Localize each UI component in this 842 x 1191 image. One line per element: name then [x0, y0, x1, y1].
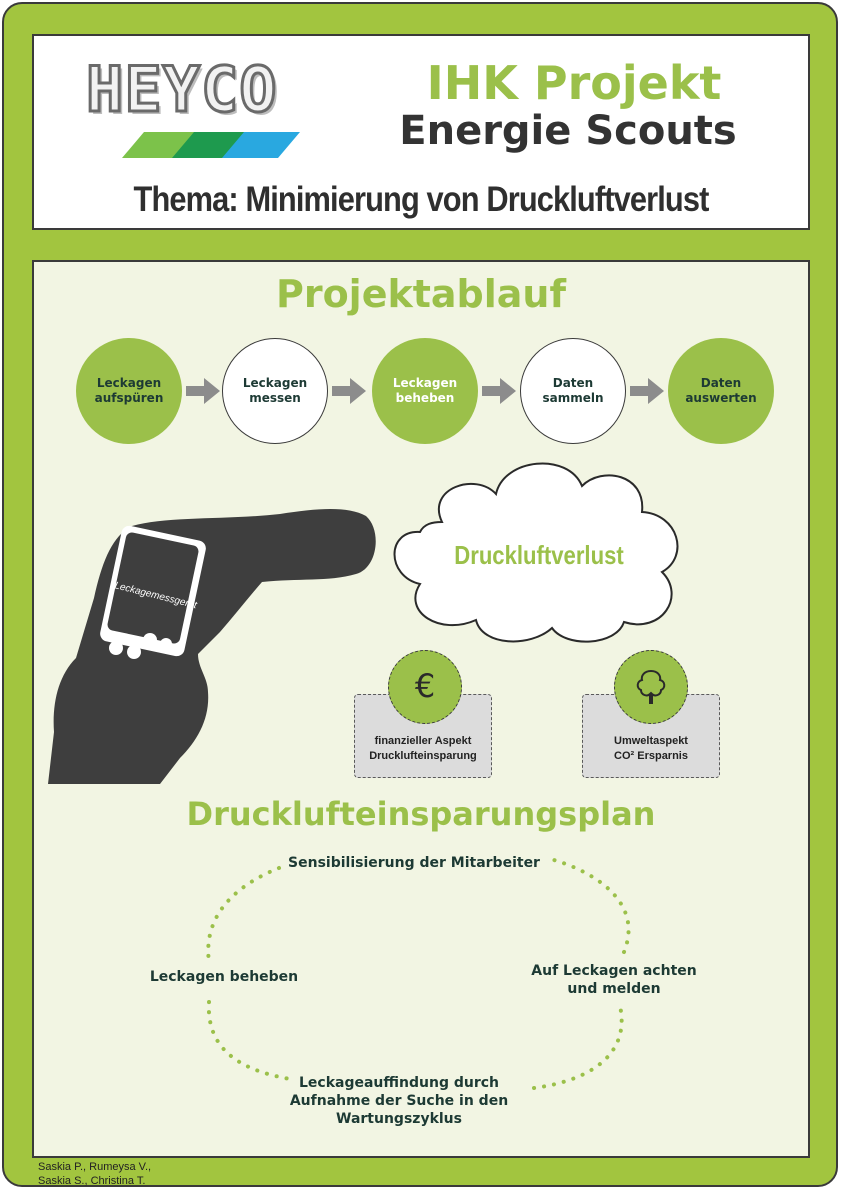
svg-text:€: € [414, 667, 436, 705]
device-label: Leckagemessgerät [113, 580, 198, 612]
project-title: IHK Projekt [426, 56, 722, 110]
main-panel [32, 260, 810, 1158]
plan-item-leckagen-beheben: Leckagen beheben [149, 969, 299, 985]
step-leckagen-beheben: Leckagen beheben [372, 338, 478, 444]
step-leckagen-messen: Leckagen messen [222, 338, 328, 444]
cycle-dotted-ring [34, 262, 808, 1156]
step-daten-sammeln: Daten sammeln [520, 338, 626, 444]
credits: Saskia P., Rumeysa V., Saskia S., Christina T. [38, 1161, 152, 1187]
plan-item-leckagen-melden: Auf Leckagen achten und melden [531, 963, 697, 997]
header-panel [32, 34, 810, 230]
logo-stripes-icon [120, 130, 302, 160]
theme-heading: Thema: Minimierung von Druckluftverlust [133, 180, 709, 219]
project-subtitle: Energie Scouts [399, 108, 737, 154]
environment-aspect-label: Umweltaspekt CO² Ersparnis [614, 735, 688, 762]
plan-item-leckageauffindung: Leckageauffindung durch Aufnahme der Suche in den Wartungszyklus [289, 1075, 509, 1127]
financial-aspect-label: finanzieller Aspekt Drucklufteinsparung [369, 735, 477, 762]
step-leckagen-aufspueren: Leckagen aufspüren [76, 338, 182, 444]
plan-item-sensibilisierung: Sensibilisierung der Mitarbeiter [288, 855, 540, 871]
step-daten-auswerten: Daten auswerten [668, 338, 774, 444]
cloud-label: Druckluftverlust [454, 540, 624, 570]
plan-heading: Drucklufteinsparungsplan [186, 795, 656, 833]
heyco-logo: HEYCO [86, 53, 278, 126]
process-heading: Projektablauf [275, 272, 567, 316]
